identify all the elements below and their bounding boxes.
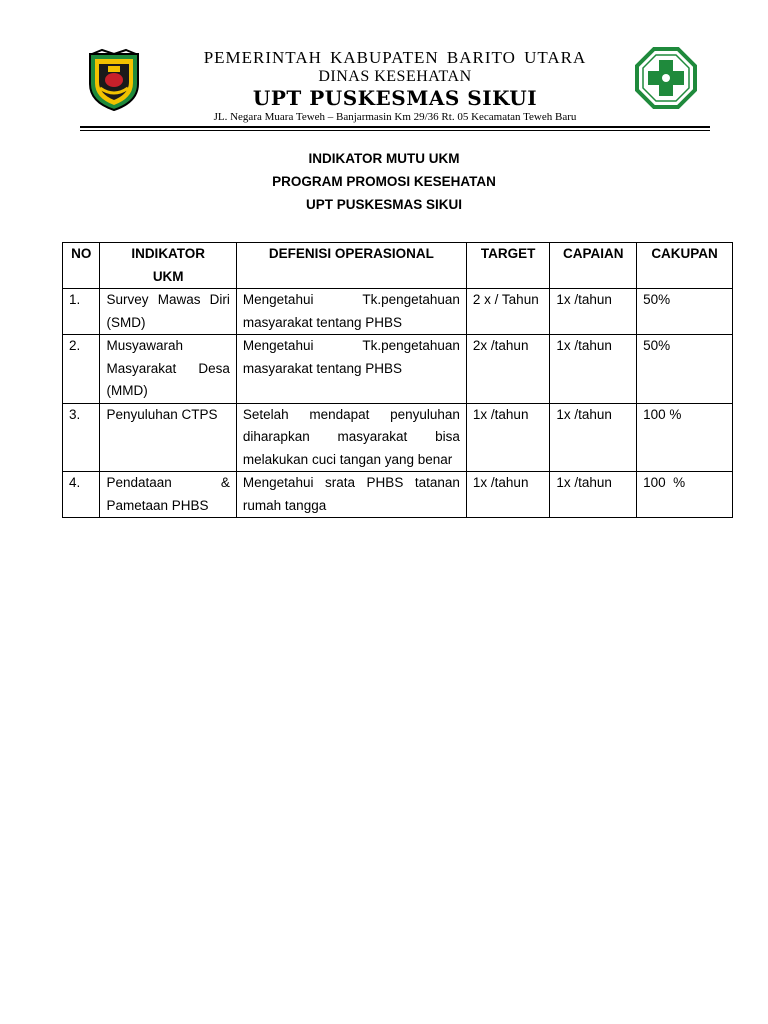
title-line-1: INDIKATOR MUTU UKM <box>308 151 460 166</box>
table-row <box>63 335 733 404</box>
document-titles <box>0 150 768 219</box>
cell-capaian: 1x /tahun <box>550 472 637 518</box>
title-line-3: UPT PUSKESMAS SIKUI <box>305 197 463 212</box>
table-row <box>63 403 733 472</box>
table-row <box>63 289 733 335</box>
cell-target: 2x /tahun <box>466 335 549 404</box>
cell-indikator: Pendataan & Pametaan PHBS <box>100 472 236 518</box>
header-cakupan: CAKUPAN <box>637 243 733 289</box>
cell-cakupan: 50% <box>637 289 733 335</box>
cell-no: 3. <box>63 403 100 472</box>
cell-capaian: 1x /tahun <box>550 403 637 472</box>
cell-definisi: Mengetahui srata PHBS tatanan rumah tangga <box>236 472 466 518</box>
header-no: NO <box>63 243 100 289</box>
cell-definisi: Mengetahui Tk.pengetahuan masyarakat tentang PHBS <box>236 289 466 335</box>
indicator-table <box>62 242 733 518</box>
cell-target: 1x /tahun <box>466 472 549 518</box>
letterhead-institution: UPT PUSKESMAS SIKUI <box>252 86 538 110</box>
letterhead-rule-thin <box>80 130 710 131</box>
cell-cakupan: 100 % <box>637 403 733 472</box>
letterhead-government: PEMERINTAH KABUPATEN BARITO UTARA <box>203 48 587 67</box>
regency-emblem-logo <box>86 48 142 112</box>
cell-indikator: Penyuluhan CTPS <box>100 403 236 472</box>
cell-no: 4. <box>63 472 100 518</box>
cell-no: 2. <box>63 335 100 404</box>
cell-capaian: 1x /tahun <box>550 289 637 335</box>
cell-capaian: 1x /tahun <box>550 335 637 404</box>
header-indikator: INDIKATOR UKM <box>100 243 236 289</box>
header-definisi: DEFENISI OPERASIONAL <box>236 243 466 289</box>
header-capaian: CAPAIAN <box>550 243 637 289</box>
header-target: TARGET <box>466 243 549 289</box>
cell-cakupan: 100 % <box>637 472 733 518</box>
cell-target: 2 x / Tahun <box>466 289 549 335</box>
title-line-2: PROGRAM PROMOSI KESEHATAN <box>272 174 496 189</box>
puskesmas-cross-logo <box>634 46 698 110</box>
table-row <box>63 472 733 518</box>
letterhead-rule-thick <box>80 126 710 128</box>
cell-no: 1. <box>63 289 100 335</box>
cell-definisi: Mengetahui Tk.pengetahuan masyarakat tentang PHBS <box>236 335 466 404</box>
table-header-row <box>63 243 733 289</box>
cell-definisi: Setelah mendapat penyuluhan diharapkan masyarakat bisa melakukan cuci tangan yang benar <box>236 403 466 472</box>
cell-indikator: Survey Mawas Diri (SMD) <box>100 289 236 335</box>
letterhead <box>0 0 768 140</box>
cell-target: 1x /tahun <box>466 403 549 472</box>
cell-indikator: Musyawarah Masyarakat Desa (MMD) <box>100 335 236 404</box>
cell-cakupan: 50% <box>637 335 733 404</box>
letterhead-address: JL. Negara Muara Teweh – Banjarmasin Km 29/36 Rt. 05 Kecamatan Teweh Baru <box>213 111 577 123</box>
letterhead-department: DINAS KESEHATAN <box>318 68 472 85</box>
